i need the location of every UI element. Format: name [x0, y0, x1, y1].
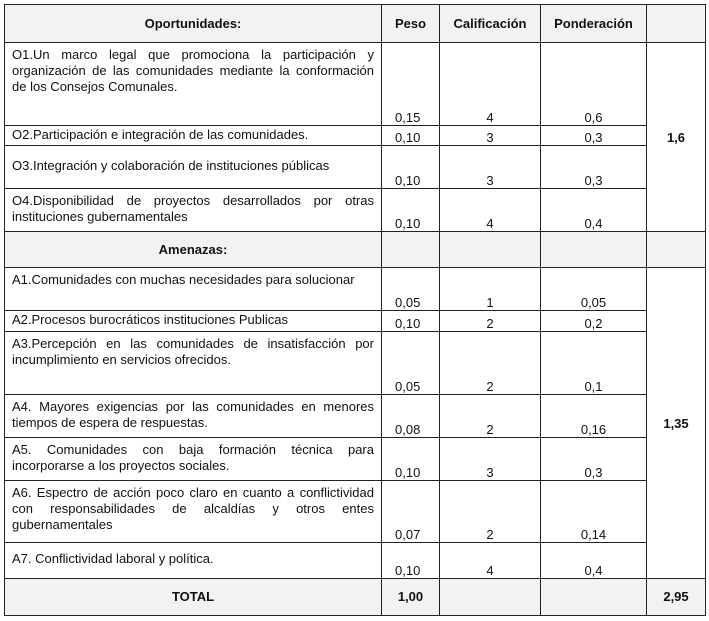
threat-calificacion: 1 [440, 268, 541, 311]
opportunity-peso: 0,15 [382, 43, 440, 126]
header-row [5, 5, 706, 43]
total-label: TOTAL [5, 578, 382, 615]
threat-calificacion: 2 [440, 480, 541, 542]
table-row [5, 268, 706, 311]
table-row [5, 332, 706, 394]
opportunity-ponderacion: 0,4 [541, 189, 647, 232]
threat-calificacion: 2 [440, 394, 541, 437]
table-row [5, 437, 706, 480]
threat-calificacion: 3 [440, 437, 541, 480]
section-blank [541, 232, 647, 268]
table-row [5, 480, 706, 542]
threat-calificacion: 2 [440, 332, 541, 394]
table-row [5, 146, 706, 189]
threat-peso: 0,10 [382, 542, 440, 578]
threat-peso: 0,10 [382, 437, 440, 480]
total-blank [440, 578, 541, 615]
efe-matrix-table [4, 4, 706, 616]
opportunity-calificacion: 4 [440, 189, 541, 232]
threat-ponderacion: 0,05 [541, 268, 647, 311]
table-row [5, 126, 706, 146]
total-peso: 1,00 [382, 578, 440, 615]
header-calificacion: Calificación [440, 5, 541, 43]
threat-text: A5. Comunidades con baja formación técnica para incorporarse a los proyectos sociales. [5, 437, 382, 480]
opportunities-total: 1,6 [647, 43, 706, 232]
table-row [5, 189, 706, 232]
total-blank [541, 578, 647, 615]
threat-text: A1.Comunidades con muchas necesidades para solucionar [5, 268, 382, 311]
threat-text: A3.Percepción en las comunidades de insatisfacción por incumplimiento en servicios ofrecidos. [5, 332, 382, 394]
opportunity-peso: 0,10 [382, 126, 440, 146]
header-ponderacion: Ponderación [541, 5, 647, 43]
header-oportunidades: Oportunidades: [5, 5, 382, 43]
total-row [5, 578, 706, 615]
threats-total: 1,35 [647, 268, 706, 578]
threat-calificacion: 4 [440, 542, 541, 578]
opportunity-ponderacion: 0,6 [541, 43, 647, 126]
opportunity-calificacion: 3 [440, 126, 541, 146]
table-row [5, 311, 706, 332]
threat-text: A4. Mayores exigencias por las comunidades en menores tiempos de espera de respuestas. [5, 394, 382, 437]
section-row [5, 232, 706, 268]
threat-text: A7. Conflictividad laboral y política. [5, 542, 382, 578]
section-amenazas: Amenazas: [5, 232, 382, 268]
threat-text: A6. Espectro de acción poco claro en cuanto a conflictividad con responsabilidades de alcaldías y otros entes gubernamentales [5, 480, 382, 542]
threat-ponderacion: 0,4 [541, 542, 647, 578]
threat-peso: 0,05 [382, 268, 440, 311]
opportunity-peso: 0,10 [382, 189, 440, 232]
total-value: 2,95 [647, 578, 706, 615]
threat-peso: 0,08 [382, 394, 440, 437]
threat-peso: 0,07 [382, 480, 440, 542]
opportunity-peso: 0,10 [382, 146, 440, 189]
header-total-cell [647, 5, 706, 43]
table-row [5, 542, 706, 578]
table-row [5, 394, 706, 437]
opportunity-calificacion: 3 [440, 146, 541, 189]
opportunity-calificacion: 4 [440, 43, 541, 126]
threat-ponderacion: 0,14 [541, 480, 647, 542]
header-peso: Peso [382, 5, 440, 43]
threat-ponderacion: 0,3 [541, 437, 647, 480]
opportunity-text: O2.Participación e integración de las comunidades. [5, 126, 382, 146]
table-row [5, 43, 706, 126]
threat-peso: 0,05 [382, 332, 440, 394]
threat-peso: 0,10 [382, 311, 440, 332]
threat-calificacion: 2 [440, 311, 541, 332]
opportunity-ponderacion: 0,3 [541, 126, 647, 146]
threat-text: A2.Procesos burocráticos instituciones Publicas [5, 311, 382, 332]
threat-ponderacion: 0,1 [541, 332, 647, 394]
opportunity-ponderacion: 0,3 [541, 146, 647, 189]
opportunity-text: O4.Disponibilidad de proyectos desarrollados por otras instituciones gubernamentales [5, 189, 382, 232]
section-blank [382, 232, 440, 268]
opportunity-text: O3.Integración y colaboración de instituciones públicas [5, 146, 382, 189]
section-blank [647, 232, 706, 268]
section-blank [440, 232, 541, 268]
threat-ponderacion: 0,2 [541, 311, 647, 332]
threat-ponderacion: 0,16 [541, 394, 647, 437]
opportunity-text: O1.Un marco legal que promociona la participación y organización de las comunidades mediante la conformación de los Consejos Comunales. [5, 43, 382, 126]
